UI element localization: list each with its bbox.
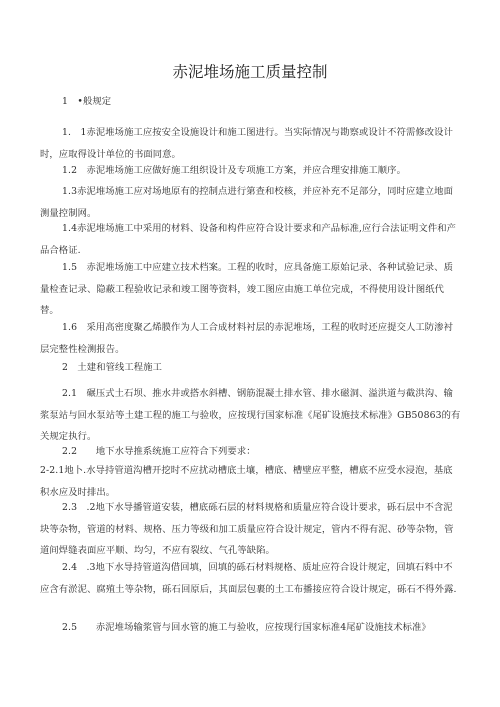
paragraph-2-1: 2.1 碾压式土石坝、推水井或搭水斜槽、钢筋混凝土排水管、排水磁洞、溢洪道与截洪沟、输浆泵站与回水泵站等土建工程的施工与验收，应按现行国家标准《尾矿设施技术标准》GB50863的有关规定执行。: [40, 388, 461, 442]
paragraph-1-5: 1.5 赤泥堆场施工中应建立技术档案。工程的收时，应具备施工原始记录、各种试验记录、质量检查记录、隐蔽工程验收记录和竣工图等资料，竣工图应由施工单位完成，不得使用设计图纸代替。: [40, 262, 453, 316]
paragraph-2-4: 2.4 .3地下水导持管道沟借回填，回填的砾石材料规格、质址应符合设计规定，回填石料中不应含有淤泥、腐殖土等杂物，砾石回原后，其面层包裹的土工布播接应符合设计规定，砾石不得外露.: [40, 562, 457, 595]
paragraph-1-3: 1.3赤泥堆场施工应对场地原有的控制点进行第查和校核，并应补充不足部分，同时应建立地面测量控制网。: [40, 186, 453, 219]
section-heading-2: 2 土建和管线工程施工: [62, 362, 162, 373]
paragraph-1-1: 1. 1赤泥堆场施工应按安全设施设计和施工图进行。当实际情况与勘察或设计不符需修改设计时，应取得设计单位的书面同意。: [40, 127, 453, 160]
paragraph-2-3: 2.3 .2地下水导播管道安装，槽底砾石层的材料规格和质量应符合设计要求，砾石层中不含泥块等杂物，管道的材料、规格、压力等级和加工质量应符合设计规定，管内不得有泥、砂等杂物，管道间焊缝表面应平顺、均匀，不应有裂纹、气孔等缺陷。: [40, 502, 454, 556]
paragraph-1-2: 1.2 赤泥堆场施工应做好施工组织设计及专项施工方案，并应合理安排施工顺序。: [62, 165, 406, 176]
paragraph-2-2: 2.2 地下水导推系统施工应符合下列要求：: [62, 446, 256, 457]
paragraph-2-2-1: 2-2.1地卜.水导持管道沟槽开挖时不应扰动槽底土壤，槽底、槽壁应平整，槽底不应受水浸泡，基底积水应及时排出。: [40, 465, 453, 498]
paragraph-2-5: 2.5 赤泥堆场输浆管与回水管的施工与验收，应按现行国家标准4尾矿设施技术标准》: [62, 622, 431, 633]
paragraph-1-6: 1.6 采用高密度聚乙烯膜作为人工合成材料衬层的赤泥堆场，工程的收时还应提交人工防渗衬层完整性检测报告。: [40, 322, 453, 355]
paragraph-1-4: 1.4赤泥堆场施工中采用的材料、设备和构件应符合设计要求和产品标准,应行合法证明文件和产品合格证.: [40, 223, 457, 256]
document-title: 赤泥堆场施工质量控制: [172, 63, 328, 81]
section-heading-1: 1 •般规定: [62, 96, 112, 107]
